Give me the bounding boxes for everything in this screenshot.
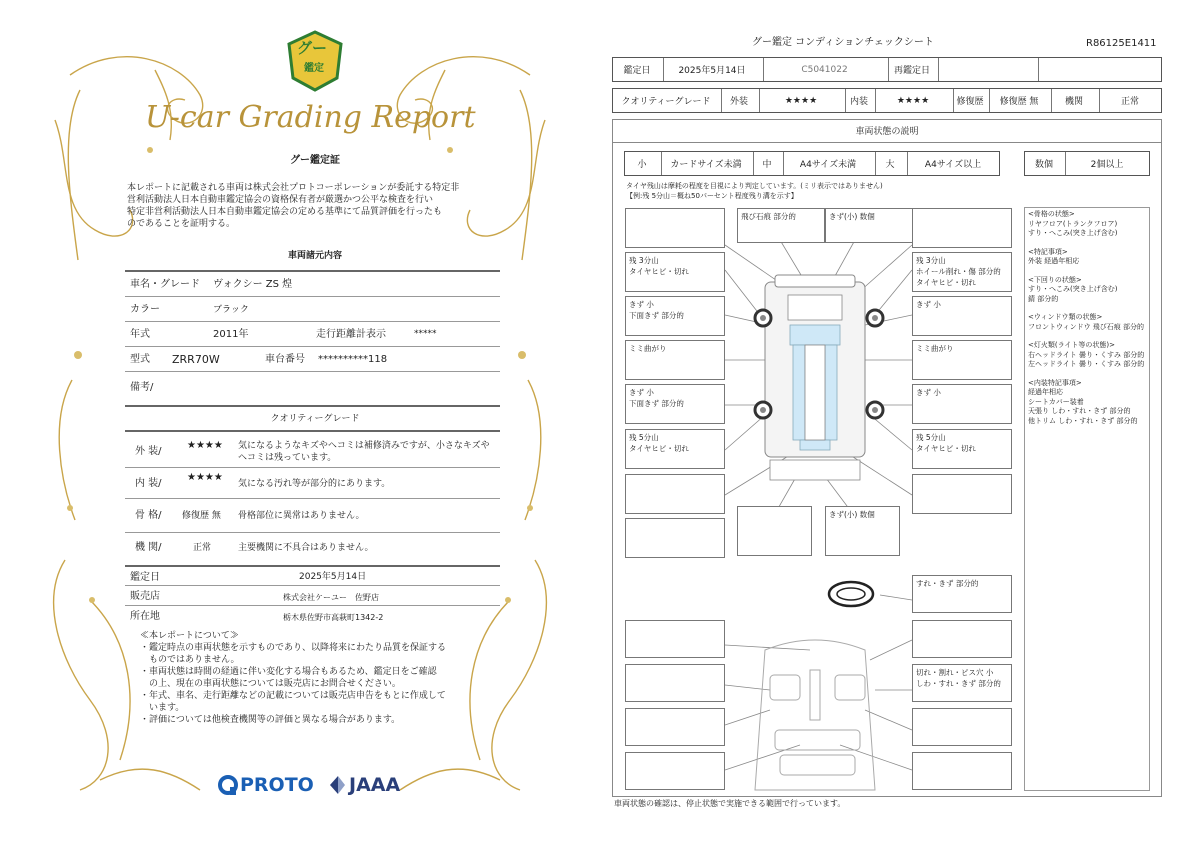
callout-bottom-mid — [825, 506, 900, 556]
tire-note-1: タイヤ残山は摩耗の程度を目視により判定しています。(ミリ表示ではありません) — [626, 182, 883, 190]
callout-text: ミミ曲がり — [629, 344, 667, 353]
callout-text: きず 小 — [629, 388, 654, 397]
callout-box — [912, 474, 1012, 514]
callout-top-right — [825, 208, 913, 243]
callout-text: 下面きず 部分的 — [629, 311, 684, 320]
chassis-value: **********118 — [318, 354, 388, 365]
jaaa-logo — [328, 772, 400, 798]
intro-text — [127, 182, 459, 230]
notes-title: ≪本レポートについて≫ — [140, 631, 239, 641]
side-note: 右ヘッドライト 曇り・くすみ 部分的 — [1028, 350, 1145, 359]
sheet-code: R86125E1411 — [1086, 38, 1157, 49]
car-name-label: 車名・グレード — [130, 279, 200, 290]
proto-mark-icon — [218, 774, 238, 796]
grade-label: クオリティーグレード — [621, 97, 711, 107]
callout-box — [912, 620, 1012, 658]
callout-text: 残 5分山 — [629, 433, 659, 442]
legend-large-desc: A4サイズ以上 — [924, 160, 982, 170]
date-value: 2025年5月14日 — [678, 66, 746, 76]
engine-label: 機関 — [1064, 97, 1083, 107]
proto-logo — [218, 772, 314, 798]
grade-heading: クオリティーグレード — [270, 414, 360, 424]
side-note: 経過年相応 — [1028, 388, 1063, 396]
callout-text: すれ・きず 部分的 — [916, 579, 979, 588]
callout-box — [912, 752, 1012, 790]
intro-line: のであることを証明する。 — [127, 219, 236, 229]
side-note: すり・へこみ(突き上げ含む) — [1028, 285, 1118, 293]
callout-text: タイヤヒビ・切れ — [916, 444, 976, 453]
callout-box — [912, 208, 1012, 248]
callout-text: きず 小 — [916, 388, 941, 397]
note-line: ・年式、車名、走行距離などの記載については販売店申告をもとに作成して — [140, 691, 446, 701]
callout-left-3 — [625, 340, 725, 380]
callout-text: きず(小) 数個 — [829, 510, 875, 519]
callout-left-5 — [625, 429, 725, 469]
side-note: 錆 部分的 — [1028, 294, 1059, 303]
ext-stars: ★★★★ — [784, 95, 818, 106]
callout-text: タイヤヒビ・切れ — [629, 267, 689, 276]
side-note: フロントウィンドウ 飛び石痕 部分的 — [1028, 322, 1145, 331]
engine-value: 正常 — [193, 543, 212, 553]
sheet-title: グー鑑定 コンディションチェックシート — [752, 37, 934, 48]
callout-left-2 — [625, 296, 725, 336]
side-note: <内装特記事項> — [1028, 378, 1082, 387]
model-label: 型式 — [130, 354, 150, 365]
callout-box — [625, 708, 725, 746]
callout-box — [625, 518, 725, 558]
condition-sheet — [600, 0, 1200, 848]
note-line: ・鑑定時点の車両状態を示すものであり、以降将来にわたり品質を保証する — [140, 643, 447, 653]
cert-title: グー鑑定証 — [290, 155, 340, 166]
year-label: 年式 — [130, 329, 150, 340]
note-line: ・車両状態は時間の経過に伴い変化する場合もあるため、鑑定日をご確認 — [140, 667, 437, 677]
side-note: シートカバー装着 — [1028, 397, 1084, 406]
callout-box — [625, 474, 725, 514]
frame-label: 骨 格/ — [135, 510, 162, 521]
callout-text: 飛び石痕 部分的 — [741, 212, 796, 221]
engine-label: 機 関/ — [135, 542, 162, 553]
callout-left-4 — [625, 384, 725, 424]
intro-line: 本レポートに記載される車両は株式会社プロトコーポレーションが委託する特定非 — [127, 183, 460, 193]
side-note: <ウィンドウ類の状態> — [1028, 313, 1103, 321]
exterior-text-1: 気になるようなキズやヘコミは補修済みですが、小さなキズや — [238, 441, 490, 451]
frame-value: 修復歴 無 — [182, 511, 221, 521]
callout-right-2 — [912, 296, 1012, 336]
callout-box — [625, 752, 725, 790]
sheet-footer: 車両状態の確認は、停止状態で実施できる範囲で行っています。 — [614, 799, 846, 808]
legend-count: 数個 — [1034, 160, 1053, 170]
color-label: カラー — [130, 304, 160, 315]
year-value: 2011年 — [213, 329, 249, 340]
notes — [140, 630, 446, 726]
callout-text: しわ・すれ・きず 部分的 — [916, 679, 1001, 688]
callout-box — [625, 208, 725, 248]
callout-interior-right — [912, 664, 1012, 702]
callout-text: ホイール削れ・傷 部分的 — [916, 267, 1001, 276]
callout-text: 下面きず 部分的 — [629, 399, 684, 408]
model-value: ZRR70W — [172, 353, 220, 366]
side-note: <骨格の状態> — [1028, 210, 1075, 218]
side-note: <特記事項> — [1028, 247, 1068, 256]
callout-top-mid — [737, 208, 825, 243]
callout-text: 残 5分山 — [916, 433, 946, 442]
callout-steering — [912, 575, 1012, 613]
legend-small-desc: カードサイズ未満 — [670, 160, 742, 170]
callout-text: 切れ・割れ・ピス穴 小 — [916, 668, 994, 677]
legend-mid-desc: A4サイズ未満 — [799, 160, 857, 170]
intro-line: 営利活動法人日本自動車鑑定協会の資格保有者が厳選かつ公平な検査を行い — [127, 195, 434, 205]
section-title: 車両状態の説明 — [612, 119, 1162, 143]
legend-count-desc: 2個以上 — [1090, 160, 1124, 170]
callout-text: タイヤヒビ・切れ — [916, 278, 976, 287]
intro-line: 特定非営利活動法人日本自動車鑑定協会の定める基準にて品質評価を行ったも — [127, 207, 443, 217]
engine-text: 主要機関に不具合はありません。 — [238, 543, 374, 553]
legend-small: 小 — [637, 160, 647, 170]
legend-large: 大 — [885, 160, 895, 170]
callout-box — [625, 664, 725, 702]
callout-box — [625, 620, 725, 658]
frame-text: 骨格部位に異常はありません。 — [238, 511, 365, 521]
recheck-label: 再鑑定日 — [893, 66, 930, 76]
report-title: U-car Grading Report — [145, 100, 476, 135]
goo-badge — [287, 30, 343, 92]
tire-note-2: 【例:残 5分山＝概ね50パーセント程度残り溝を示す】 — [626, 192, 798, 200]
int-label: 内装 — [849, 97, 868, 107]
callout-text: きず 小 — [916, 300, 941, 309]
ext-label: 外装 — [729, 97, 748, 107]
exterior-text-2: ヘコミは残っています。 — [238, 453, 337, 463]
note-line: います。 — [140, 703, 185, 713]
repair-value: 修復歴 無 — [999, 97, 1039, 107]
side-note: 他トリム しわ・すれ・きず 部分的 — [1028, 416, 1138, 425]
dealer-value: 株式会社ケーユー 佐野店 — [283, 593, 379, 602]
badge-line2: 鑑定 — [304, 63, 324, 74]
engine-value: 正常 — [1120, 97, 1139, 107]
jaaa-mark-icon — [328, 774, 346, 796]
callout-text: 残 3分山 — [629, 256, 659, 265]
callout-text: ミミ曲がり — [916, 344, 954, 353]
color-value: ブラック — [213, 305, 249, 315]
side-note: <灯火類(ライト等の状態)> — [1028, 341, 1115, 349]
side-note: すり・へこみ(突き上げ含む) — [1028, 229, 1118, 237]
callout-text: 残 3分山 — [916, 256, 946, 265]
note-line: ものではありません。 — [140, 655, 240, 665]
remarks-label: 備考/ — [130, 382, 154, 393]
side-note: <下回りの状態> — [1028, 275, 1082, 284]
jaaa-logo-text: JAAA — [349, 774, 401, 796]
mileage-value: ***** — [414, 329, 437, 339]
appraisal-id: C5041022 — [801, 64, 848, 75]
date-value: 2025年5月14日 — [299, 572, 367, 582]
side-note: 天張り しわ・すれ・きず 部分的 — [1028, 407, 1131, 415]
callout-text: きず(小) 数個 — [829, 212, 875, 221]
callout-right-1 — [912, 252, 1012, 292]
dealer-label: 販売店 — [130, 591, 160, 602]
note-line: ・評価については他検査機関等の評価と異なる場合があります。 — [140, 715, 401, 725]
interior-text: 気になる汚れ等が部分的にあります。 — [238, 479, 391, 489]
address-value: 栃木県佐野市高萩町1342-2 — [283, 613, 384, 622]
side-note: 左ヘッドライト 曇り・くすみ 部分的 — [1028, 360, 1145, 368]
spec-table — [125, 270, 500, 606]
callout-right-4 — [912, 384, 1012, 424]
callout-text: タイヤヒビ・切れ — [629, 444, 689, 453]
repair-label: 修復歴 — [956, 97, 984, 107]
exterior-label: 外 装/ — [135, 446, 162, 457]
date-label: 鑑定日 — [130, 572, 160, 583]
callout-text: きず 小 — [629, 300, 654, 309]
int-stars: ★★★★ — [896, 95, 930, 106]
address-label: 所在地 — [130, 611, 160, 622]
note-line: の上、現在の車両状態については販売店にお問合せください。 — [140, 679, 401, 689]
mileage-label: 走行距離計表示 — [316, 329, 386, 340]
callout-box — [912, 708, 1012, 746]
side-note: リヤフロア(トランクフロア) — [1028, 219, 1118, 228]
badge-line1: グー — [297, 39, 328, 57]
callout-box — [737, 506, 812, 556]
specs-heading: 車両諸元内容 — [287, 251, 342, 261]
car-name: ヴォクシー ZS 煌 — [213, 279, 293, 290]
date-label: 鑑定日 — [623, 66, 651, 76]
proto-logo-text: PROTO — [240, 774, 314, 796]
callout-left-1 — [625, 252, 725, 292]
callout-right-3 — [912, 340, 1012, 380]
interior-stars: ★★★★ — [187, 472, 223, 483]
exterior-stars: ★★★★ — [187, 440, 223, 451]
side-note: 外装 経過年相応 — [1028, 257, 1080, 265]
steering-wheel-icon — [829, 582, 873, 606]
legend-mid: 中 — [762, 160, 772, 170]
interior-label: 内 装/ — [135, 478, 162, 489]
chassis-label: 車台番号 — [265, 354, 305, 365]
callout-right-5 — [912, 429, 1012, 469]
